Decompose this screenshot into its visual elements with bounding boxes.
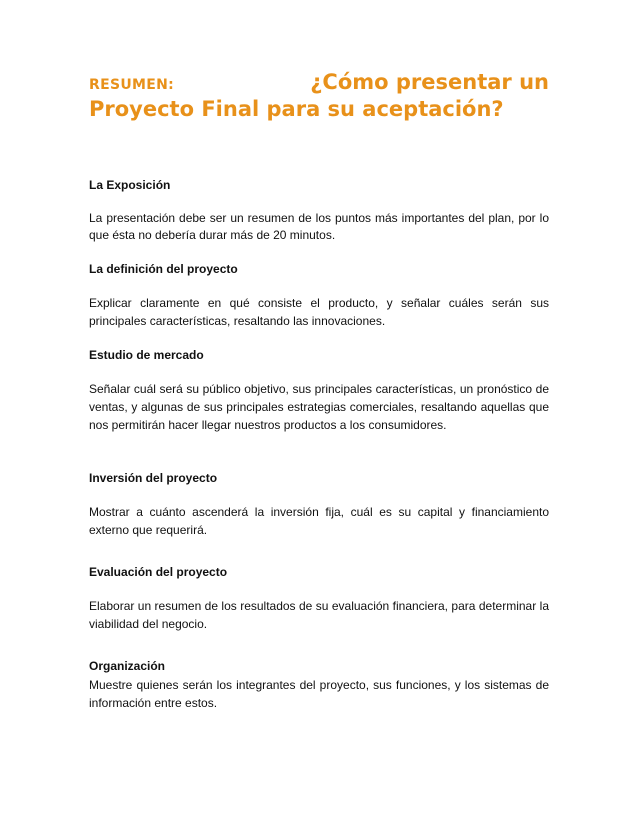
section-heading: La Exposición	[89, 178, 171, 192]
section-exposicion	[89, 178, 549, 244]
section-organizacion	[89, 659, 549, 712]
section-body: Elaborar un resumen de los resultados de su evaluación financiera, para determinar la viabilidad del negocio.	[89, 599, 549, 631]
section-heading: La definición del proyecto	[89, 262, 238, 276]
title-line-1	[89, 70, 549, 94]
section-heading: Organización	[89, 659, 166, 673]
section-heading: Evaluación del proyecto	[89, 565, 228, 579]
document-title	[89, 70, 549, 121]
title-question-part-2: Proyecto Final para su aceptación?	[89, 97, 504, 121]
section-evaluacion-proyecto	[89, 565, 549, 633]
section-estudio-mercado	[89, 348, 549, 434]
title-label: RESUMEN:	[89, 77, 175, 93]
section-definicion-proyecto	[89, 262, 549, 330]
section-body: Señalar cuál será su público objetivo, sus principales características, un pronóstico de ventas, y algunas de sus principales estrategias comerciales, resaltando aquellas que nos permitirán hacer llegar nuestros productos a los consumidores.	[89, 382, 549, 432]
section-body: Muestre quienes serán los integrantes del proyecto, sus funciones, y los sistemas de información entre estos.	[89, 678, 549, 710]
section-heading: Estudio de mercado	[89, 348, 204, 362]
section-body: Mostrar a cuánto ascenderá la inversión fija, cuál es su capital y financiamiento externo que requerirá.	[89, 505, 549, 537]
section-body: Explicar claramente en qué consiste el producto, y señalar cuáles serán sus principales características, resaltando las innovaciones.	[89, 296, 549, 328]
section-heading: Inversión del proyecto	[89, 471, 218, 485]
section-inversion-proyecto	[89, 471, 549, 539]
section-body: La presentación debe ser un resumen de los puntos más importantes del plan, por lo que ésta no debería durar más de 20 minutos.	[89, 211, 549, 242]
title-question-part-1: ¿Cómo presentar un	[310, 70, 549, 94]
